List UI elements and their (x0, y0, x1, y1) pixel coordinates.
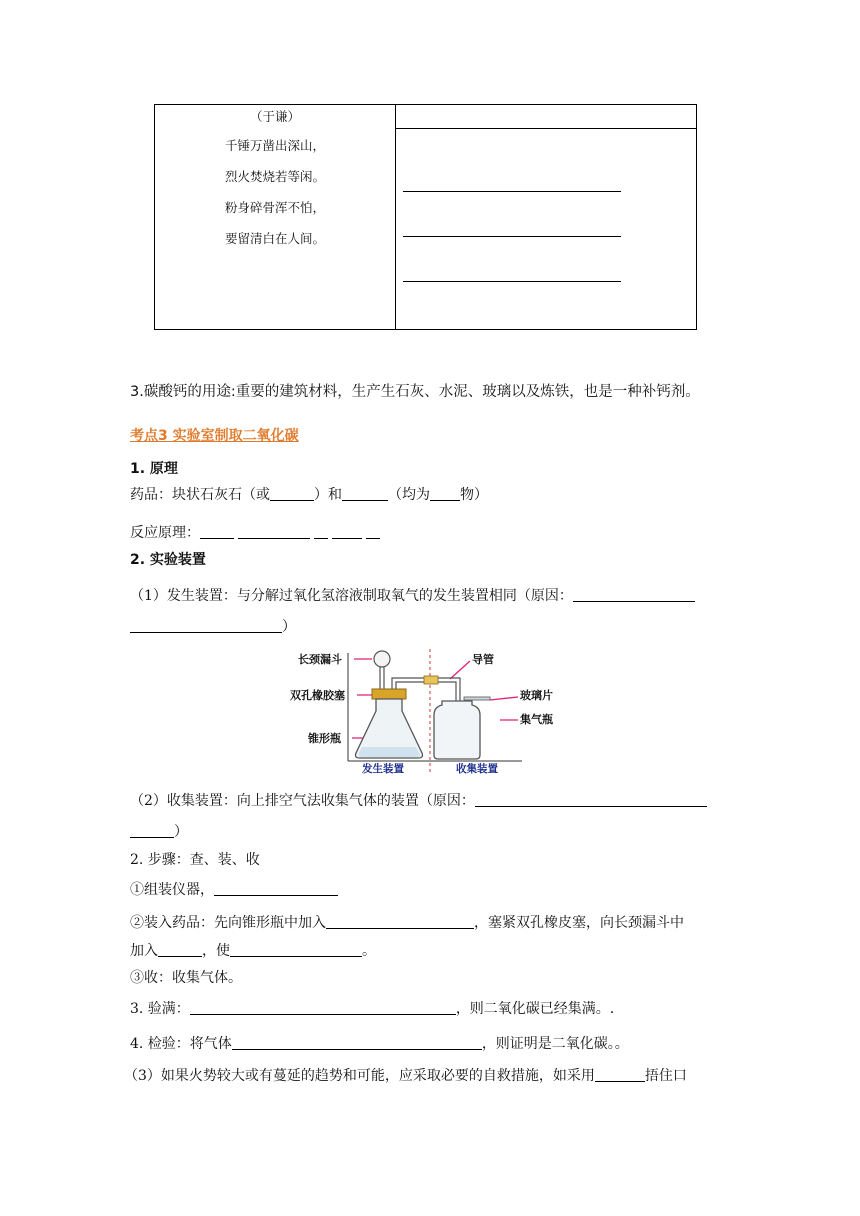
poem-line-3: 粉身碎骨浑不怕， (224, 200, 325, 215)
apparatus-heading: 2. 实验装置 (130, 552, 206, 568)
answer-blank-2[interactable] (403, 236, 621, 237)
collector-close: ） (174, 824, 188, 840)
steps-heading: 2. 步骤：查、装、收 (130, 852, 260, 868)
generator-text: （1）发生装置：与分解过氧化氢溶液制取氧气的发生装置相同（原因： (130, 588, 573, 604)
poem-line-2: 烈火焚烧若等闲。 (224, 169, 325, 184)
answer-blank-1[interactable] (403, 191, 621, 192)
poem-line-1: 千锤万凿出深山， (224, 138, 325, 153)
poem-table (154, 104, 697, 330)
collector-line-2 (130, 821, 188, 841)
blank-drug-2[interactable] (342, 486, 388, 501)
caption-collector: 收集装置 (456, 763, 498, 775)
label-flask: 锥形瓶 (308, 732, 341, 745)
flask-liquid (359, 747, 420, 757)
stopper-drawing (372, 689, 406, 699)
label-stopper: 双孔橡胶塞 (290, 689, 345, 702)
generator-close: ） (282, 619, 296, 635)
blank-step-1[interactable] (214, 881, 338, 896)
step-2-e: 。 (362, 943, 376, 959)
blank-reaction-1[interactable] (200, 524, 234, 539)
blank-check-full[interactable] (190, 1000, 456, 1015)
glass-plate-drawing (464, 697, 490, 700)
blank-fire[interactable] (595, 1067, 645, 1082)
table-row-line (396, 128, 696, 129)
blank-verify[interactable] (232, 1035, 482, 1050)
blank-drug-1[interactable] (270, 486, 314, 501)
pointer-tube (450, 661, 470, 679)
fire-suffix: 捂住口 (644, 1068, 687, 1084)
blank-generator-reason-1[interactable] (573, 587, 695, 602)
blank-step-2-c[interactable] (230, 942, 362, 957)
calcium-carbonate-uses: 3.碳酸钙的用途:重要的建筑材料，生产生石灰、水泥、玻璃以及炼铁，也是一种补钙剂。 (130, 384, 700, 400)
blank-collector-reason-1[interactable] (475, 792, 707, 807)
principle-heading: 1. 原理 (130, 461, 178, 477)
drugs-prefix: 药品：块状石灰石（或 (130, 487, 270, 503)
blank-reaction-2[interactable] (238, 524, 310, 539)
apparatus-diagram (290, 645, 568, 775)
jar-drawing (434, 701, 480, 759)
check-full-line (130, 998, 614, 1018)
step-3: ③收：收集气体。 (130, 970, 242, 986)
tube-connector (424, 676, 438, 684)
drugs-suffix: 物） (460, 487, 488, 503)
step-1-text: ①组装仪器， (130, 882, 214, 898)
step-2-d: ，使 (202, 943, 230, 959)
fire-prefix: （3）如果火势较大或有蔓延的趋势和可能，应采取必要的自救措施，如采用 (124, 1068, 595, 1084)
caption-generator: 发生装置 (362, 763, 404, 775)
blank-collector-reason-2[interactable] (130, 823, 174, 838)
step-2-line-2 (130, 940, 376, 960)
drugs-mid2: （均为 (388, 487, 430, 503)
step-2-c: 加入 (130, 943, 158, 959)
section-title: 考点3 实验室制取二氧化碳 (130, 428, 299, 444)
blank-drug-3[interactable] (430, 486, 460, 501)
blank-generator-reason-2[interactable] (130, 618, 282, 633)
blank-step-2-a[interactable] (326, 914, 474, 929)
generator-line (130, 585, 695, 605)
generator-line-2 (130, 616, 296, 636)
drugs-line (130, 484, 488, 504)
check-full-suffix: ，则二氧化碳已经集满。. (455, 1001, 615, 1017)
answer-blank-3[interactable] (403, 281, 621, 282)
reaction-line (130, 522, 380, 542)
label-glass-plate: 玻璃片 (520, 689, 553, 702)
check-full-prefix: 3. 验满： (130, 1001, 190, 1017)
collector-line (130, 790, 707, 810)
poem-line-4: 要留清白在人间。 (224, 231, 325, 246)
reaction-label: 反应原理： (130, 525, 200, 541)
label-funnel: 长颈漏斗 (298, 653, 342, 666)
step-2-line (130, 912, 684, 932)
poem-author: （于谦） (249, 109, 300, 124)
collector-text: （2）收集装置：向上排空气法收集气体的装置（原因： (130, 793, 475, 809)
pointer-glass-plate (490, 697, 518, 700)
blank-reaction-3[interactable] (314, 524, 328, 539)
step-1-line (130, 879, 338, 899)
verify-suffix: ，则证明是二氧化碳。。 (481, 1036, 629, 1052)
label-tube: 导管 (472, 653, 494, 666)
verify-line (130, 1033, 629, 1053)
step-2-b: ，塞紧双孔橡皮塞，向长颈漏斗中 (474, 915, 684, 931)
blank-reaction-4[interactable] (332, 524, 362, 539)
drugs-mid: ）和 (314, 487, 342, 503)
label-jar: 集气瓶 (520, 713, 553, 726)
fire-line (124, 1065, 687, 1085)
blank-step-2-b[interactable] (158, 942, 202, 957)
blank-reaction-5[interactable] (366, 524, 380, 539)
table-divider (395, 105, 396, 329)
step-2-a: ②装入药品：先向锥形瓶中加入 (130, 915, 326, 931)
verify-prefix: 4. 检验：将气体 (130, 1036, 232, 1052)
